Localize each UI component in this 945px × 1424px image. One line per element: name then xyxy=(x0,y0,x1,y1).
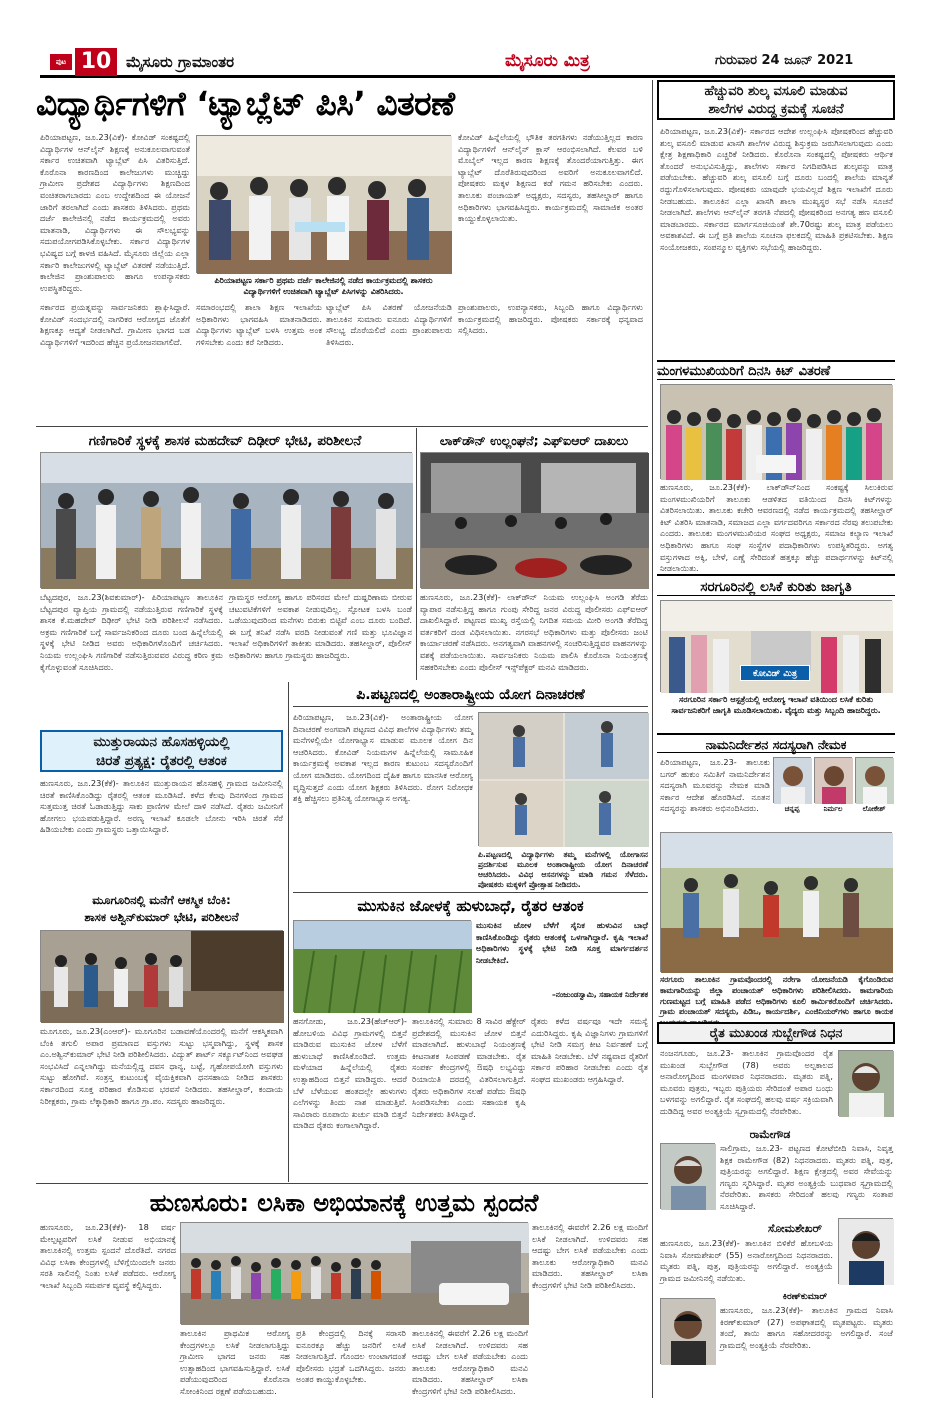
fee-headline-line1: ಹೆಚ್ಚುವರಿ ಶುಲ್ಕ ವಸೂಲಿ ಮಾಡುವ xyxy=(704,84,848,99)
pest-col1: ಹನಗೋಡು, ಜೂ.23(ಹೆಚ್‌ಆರ್)- ಹೋಬಳಿಯ ವಿವಿಧ ಗ್ರಾಮಗಳಲ್ಲಿ ಬಿತ್ತನೆ ಮಾಡಿರುವ ಮುಸುಕಿನ ಜೋಳ ಬೆಳೆಗೆ ಹುಳುಬಾಧೆ ಕಾಣಿಸಿಕೊಂಡಿದೆ. ಉತ್ತಮ ಮಳೆಯಾದ ಹಿನ್ನೆಲೆಯಲ್ಲಿ ರೈತರು ಉತ್ಸಾಹದಿಂದ ಬಿತ್ತನೆ ಮಾಡಿದ್ದರು. ಆದರೆ ಬೆಳೆ ಬೆಳೆಯುವ ಹಂತದಲ್ಲೇ ಹುಳುಗಳು ಎಲೆಗಳನ್ನು ತಿಂದು ನಾಶ ಮಾಡುತ್ತಿವೆ. ಸಾವಿರಾರು ರೂಪಾಯಿ ಖರ್ಚು ಮಾಡಿ ಬಿತ್ತನೆ ಮಾಡಿದ ರೈತರು ಕಂಗಾಲಾಗಿದ್ದಾರೆ. xyxy=(293,1016,407,1131)
lead-photo-caption: ಪಿರಿಯಾಪಟ್ಟಣ ಸರ್ಕಾರಿ ಪ್ರಥಮ ದರ್ಜೆ ಕಾಲೇಜಿನಲ್ಲಿ ನಡೆದ ಕಾರ್ಯಕ್ರಮದಲ್ಲಿ ಶಾಸಕರು ವಿದ್ಯಾರ್ಥಿಗಳಿಗೆ ಉಚಿತವಾಗಿ ಟ್ಯಾಬ್ಲೆಟ್ ಪಿಸಿಗಳನ್ನು ವಿತರಿಸಿದರು. xyxy=(214,276,433,296)
fee-headline xyxy=(657,80,895,120)
lead-photo xyxy=(196,135,451,273)
pest-col2: ತಾಲೂಕಿನಲ್ಲಿ ಸುಮಾರು 8 ಸಾವಿರ ಹೆಕ್ಟೇರ್ ಪ್ರದೇಶದಲ್ಲಿ ಮುಸುಕಿನ ಜೋಳ ಬಿತ್ತನೆ ಮಾಡಲಾಗಿದೆ. ಹುಳುಬಾಧೆ ನಿಯಂತ್ರಣಕ್ಕೆ ಕೀಟನಾಶಕ ಸಿಂಪಡಣೆ ಮಾಡಬೇಕು. ರೈತ ಸಂಪರ್ಕ ಕೇಂದ್ರಗಳಲ್ಲಿ ಔಷಧಿ ಲಭ್ಯವಿದ್ದು ರಿಯಾಯಿತಿ ದರದಲ್ಲಿ ವಿತರಿಸಲಾಗುತ್ತಿದೆ. ರೈತರು ಅಧಿಕಾರಿಗಳ ಸಲಹೆ ಪಡೆದು ಔಷಧಿ ಸಿಂಪಡಿಸಬೇಕು ಎಂದು ಸಹಾಯಕ ಕೃಷಿ ನಿರ್ದೇಶಕರು ತಿಳಿಸಿದ್ದಾರೆ. xyxy=(412,1016,526,1119)
fir-body: ಹುಣಸೂರು, ಜೂ.23(ಕೆಕೆ)- ಲಾಕ್‌ಡೌನ್ ನಿಯಮ ಉಲ್ಲಂಘಿಸಿ ಅಂಗಡಿ ತೆರೆದು ವ್ಯಾಪಾರ ನಡೆಸುತ್ತಿದ್ದ ಹಾಗೂ ಗುಂಪು ಸೇರಿದ್ದ ಜನರ ವಿರುದ್ಧ ಪೊಲೀಸರು ಎಫ್‌ಐಆರ್ ದಾಖಲಿಸಿದ್ದಾರೆ. ಪಟ್ಟಣದ ಮುಖ್ಯ ರಸ್ತೆಯಲ್ಲಿ ನಿಗದಿತ ಸಮಯ ಮೀರಿ ಅಂಗಡಿ ತೆರೆದಿದ್ದ ವರ್ತಕರಿಗೆ ದಂಡ ವಿಧಿಸಲಾಯಿತು. ನಗರಸಭೆ ಅಧಿಕಾರಿಗಳು ಮತ್ತು ಪೊಲೀಸರು ಜಂಟಿ ಕಾರ್ಯಾಚರಣೆ ನಡೆಸಿದರು. ಅನಗತ್ಯವಾಗಿ ವಾಹನಗಳಲ್ಲಿ ಸಂಚರಿಸುತ್ತಿದ್ದವರ ವಾಹನಗಳನ್ನು ವಶಕ್ಕೆ ಪಡೆಯಲಾಯಿತು. ಸಾರ್ವಜನಿಕರು ನಿಯಮ ಪಾಲಿಸಿ ಕೊರೊನಾ ನಿಯಂತ್ರಣಕ್ಕೆ ಸಹಕರಿಸಬೇಕು ಎಂದು ಪೊಲೀಸ್ ಇನ್ಸ್‌ಪೆಕ್ಟರ್ ಮನವಿ ಮಾಡಿದರು. xyxy=(420,592,648,672)
fee-body: ಪಿರಿಯಾಪಟ್ಟಣ, ಜೂ.23(ವಿಕೆ)- ಸರ್ಕಾರದ ಆದೇಶ ಉಲ್ಲಂಘಿಸಿ ಪೋಷಕರಿಂದ ಹೆಚ್ಚುವರಿ ಶುಲ್ಕ ವಸೂಲಿ ಮಾಡುವ ಖಾಸಗಿ ಶಾಲೆಗಳ ವಿರುದ್ಧ ಶಿಸ್ತುಕ್ರಮ ಜರುಗಿಸಲಾಗುವುದು ಎಂದು ಕ್ಷೇತ್ರ ಶಿಕ್ಷಣಾಧಿಕಾರಿ ಎಚ್ಚರಿಕೆ ನೀಡಿದರು. ಕೊರೊನಾ ಸಂಕಷ್ಟದಲ್ಲಿ ಪೋಷಕರು ಆರ್ಥಿಕ ತೊಂದರೆ ಅನುಭವಿಸುತ್ತಿದ್ದು, ಶಾಲೆಗಳು ಸರ್ಕಾರ ನಿಗದಿಪಡಿಸಿದ ಶುಲ್ಕವನ್ನು ಮಾತ್ರ ಪಡೆಯಬೇಕು. ಹೆಚ್ಚುವರಿ ಶುಲ್ಕ ವಸೂಲಿ ಬಗ್ಗೆ ದೂರು ಬಂದಲ್ಲಿ ಶಾಲೆಯ ಮಾನ್ಯತೆ ರದ್ದುಗೊಳಿಸಲಾಗುವುದು. ಪೋಷಕರು ಯಾವುದೇ ಭಯವಿಲ್ಲದೆ ಶಿಕ್ಷಣ ಇಲಾಖೆಗೆ ದೂರು ನೀಡಬಹುದು. ತಾಲೂಕಿನ ಎಲ್ಲಾ ಖಾಸಗಿ ಶಾಲಾ ಮುಖ್ಯಸ್ಥರ ಸಭೆ ನಡೆಸಿ ಸೂಚನೆ ನೀಡಲಾಗಿದೆ. ಶಾಲೆಗಳು ಆನ್‌ಲೈನ್ ತರಗತಿ ನೆಪದಲ್ಲಿ ಪೋಷಕರಿಂದ ಅನಗತ್ಯ ಹಣ ವಸೂಲಿ ಮಾಡಬಾರದು. ಸರ್ಕಾರದ ಮಾರ್ಗಸೂಚಿಯಂತೆ ಶೇ.70ರಷ್ಟು ಶುಲ್ಕ ಮಾತ್ರ ಪಡೆಯಲು ಅವಕಾಶವಿದೆ. ಈ ಬಗ್ಗೆ ಪ್ರತಿ ಶಾಲೆಯ ಸೂಚನಾ ಫಲಕದಲ್ಲಿ ಮಾಹಿತಿ ಪ್ರಕಟಿಸಬೇಕು. ಶಿಕ್ಷಣ ಸಂಯೋಜಕರು, ಸಂಪನ್ಮೂಲ ವ್ಯಕ್ತಿಗಳು ಸಭೆಯಲ್ಲಿ ಹಾಜರಿದ್ದರು. xyxy=(660,126,893,252)
obit-body: ನಂಜನಗೂಡು, ಜೂ.23- ತಾಲೂಕಿನ ಗ್ರಾಮವೊಂದರ ರೈತ ಮುಖಂಡ ಸುಬ್ಬೇಗೌಡ (78) ಅವರು ಅಲ್ಪಕಾಲದ ಅನಾರೋಗ್ಯದಿಂದ ಮಂಗಳವಾರ ನಿಧನರಾದರು. ಮೃತರು ಪತ್ನಿ, ಮೂವರು ಪುತ್ರರು, ಇಬ್ಬರು ಪುತ್ರಿಯರು ಸೇರಿದಂತೆ ಅಪಾರ ಬಂಧು ಬಳಗವನ್ನು ಅಗಲಿದ್ದಾರೆ. ರೈತ ಸಂಘದಲ್ಲಿ ಹಲವು ವರ್ಷ ಸಕ್ರಿಯವಾಗಿ ದುಡಿದಿದ್ದ ಅವರ ಅಂತ್ಯಕ್ರಿಯೆ ಸ್ವಗ್ರಾಮದಲ್ಲಿ ನೆರವೇರಿತು. xyxy=(660,1048,833,1116)
lead-col1: ಪಿರಿಯಾಪಟ್ಟಣ, ಜೂ.23(ವಿಕೆ)- ಕೋವಿಡ್ ಸಂಕಷ್ಟದಲ್ಲಿ ವಿದ್ಯಾರ್ಥಿಗಳ ಆನ್‌ಲೈನ್ ಶಿಕ್ಷಣಕ್ಕೆ ಅನುಕೂಲವಾಗುವಂತೆ ಸರ್ಕಾರ ಉಚಿತವಾಗಿ ಟ್ಯಾಬ್ಲೆಟ್ ಪಿಸಿ ವಿತರಿಸುತ್ತಿದೆ. ಕೊರೊನಾ ಕಾರಣದಿಂದ ಕಾಲೇಜುಗಳು ಮುಚ್ಚಿದ್ದು ಗ್ರಾಮೀಣ ಪ್ರದೇಶದ ವಿದ್ಯಾರ್ಥಿಗಳು ಶಿಕ್ಷಣದಿಂದ ವಂಚಿತರಾಗಬಾರದು ಎಂಬ ಉದ್ದೇಶದಿಂದ ಈ ಯೋಜನೆ ಜಾರಿಗೆ ತರಲಾಗಿದೆ ಎಂದು ಶಾಸಕರು ತಿಳಿಸಿದರು. ಪ್ರಥಮ ದರ್ಜೆ ಕಾಲೇಜಿನಲ್ಲಿ ನಡೆದ ಕಾರ್ಯಕ್ರಮದಲ್ಲಿ ಅವರು ಮಾತನಾಡಿ, ವಿದ್ಯಾರ್ಥಿಗಳು ಈ ಸೌಲಭ್ಯವನ್ನು ಸದುಪಯೋಗಪಡಿಸಿಕೊಳ್ಳಬೇಕು. ಸರ್ಕಾರ ವಿದ್ಯಾರ್ಥಿಗಳ ಭವಿಷ್ಯದ ಬಗ್ಗೆ ಕಾಳಜಿ ವಹಿಸಿದೆ. ಮೈಸೂರು ಜಿಲ್ಲೆಯ ಎಲ್ಲಾ ಸರ್ಕಾರಿ ಕಾಲೇಜುಗಳಲ್ಲಿ ಟ್ಯಾಬ್ಲೆಟ್ ವಿತರಣೆ ನಡೆಯುತ್ತಿದೆ. ಕಾಲೇಜಿನ ಪ್ರಾಂಶುಪಾಲರು ಹಾಗೂ ಉಪನ್ಯಾಸಕರು ಉಪಸ್ಥಿತರಿದ್ದರು. xyxy=(40,132,190,293)
lead-col2: ಕೋವಿಡ್ ಹಿನ್ನೆಲೆಯಲ್ಲಿ ಭೌತಿಕ ತರಗತಿಗಳು ನಡೆಯುತ್ತಿಲ್ಲದ ಕಾರಣ ವಿದ್ಯಾರ್ಥಿಗಳಿಗೆ ಆನ್‌ಲೈನ್ ಕ್ಲಾಸ್ ಆರಂಭಿಸಲಾಗಿದೆ. ಕೆಲವರ ಬಳಿ ಮೊಬೈಲ್ ಇಲ್ಲದ ಕಾರಣ ಶಿಕ್ಷಣಕ್ಕೆ ತೊಂದರೆಯಾಗುತ್ತಿತ್ತು. ಈಗ ಟ್ಯಾಬ್ಲೆಟ್ ದೊರೆತಿರುವುದರಿಂದ ಅವರಿಗೆ ಅನುಕೂಲವಾಗಲಿದೆ. ಪೋಷಕರು ಮಕ್ಕಳ ಶಿಕ್ಷಣದ ಕಡೆ ಗಮನ ಹರಿಸಬೇಕು ಎಂದರು. ತಾಲೂಕು ಪಂಚಾಯತ್ ಅಧ್ಯಕ್ಷರು, ಸದಸ್ಯರು, ತಹಸೀಲ್ದಾರ್ ಹಾಗೂ ಅಧಿಕಾರಿಗಳು ಭಾಗವಹಿಸಿದ್ದರು. ಕಾರ್ಯಕ್ರಮದಲ್ಲಿ ಸಾಮಾಜಿಕ ಅಂತರ ಕಾಯ್ದುಕೊಳ್ಳಲಾಯಿತು. xyxy=(458,132,643,224)
threat-headline xyxy=(40,730,283,772)
issue-date: ಗುರುವಾರ 24 ಜೂನ್ 2021 xyxy=(715,53,854,68)
lead-lower-col2: ಸಮಾರಂಭದಲ್ಲಿ ಶಾಲಾ ಶಿಕ್ಷಣ ಇಲಾಖೆಯ ಅಧಿಕಾರಿಗಳು ಭಾಗವಹಿಸಿ ಮಾತನಾಡಿದರು. ವಿದ್ಯಾರ್ಥಿಗಳು ಟ್ಯಾಬ್ಲೆಟ್ ಬಳಸಿ ಉತ್ತಮ ಅಂಕ ಗಳಿಸಬೇಕು ಎಂದು ಕರೆ ನೀಡಿದರು. xyxy=(196,302,322,347)
obit-body-4: ಹುಣಸೂರು, ಜೂ.23(ಕೆಕೆ)- ತಾಲೂಕಿನ ಗ್ರಾಮದ ನಿವಾಸಿ ಕಿರಣ್‌ಕುಮಾರ್ (27) ಅಪಘಾತದಲ್ಲಿ ಮೃತಪಟ್ಟರು. ಮೃತರು ತಂದೆ, ತಾಯಿ ಹಾಗೂ ಸಹೋದರರನ್ನು ಅಗಲಿದ್ದಾರೆ. ಸಂಜೆ ಗ್ರಾಮದಲ್ಲಿ ಅಂತ್ಯಕ್ರಿಯೆ ನೆರವೇರಿತು. xyxy=(720,1305,893,1350)
obit-name-2: ರಾಮೇಗೌಡ xyxy=(749,1128,791,1141)
fire-divider xyxy=(288,682,289,1182)
section-rule-1 xyxy=(36,426,648,427)
kit-headline: ಮಂಗಳಮುಖಿಯರಿಗೆ ದಿನಸಿ ಕಿಟ್ ವಿತರಣೆ xyxy=(657,360,895,380)
fir-headline: ಲಾಕ್‌ಡೌನ್ ಉಲ್ಲಂಘನೆ; ಎಫ್‌ಐಆರ್ ದಾಖಲು xyxy=(439,433,629,448)
pest-headline: ಮುಸುಕಿನ ಜೋಳಕ್ಕೆ ಹುಳುಬಾಧೆ, ರೈತರ ಆತಂಕ xyxy=(293,892,648,918)
vaccine-col5: ತಾಲೂಕಿನಲ್ಲಿ ಈವರೆಗೆ 2.26 ಲಕ್ಷ ಮಂದಿಗೆ ಲಸಿಕೆ ನೀಡಲಾಗಿದೆ. ಉಳಿದವರು ಸಹ ಆದಷ್ಟು ಬೇಗ ಲಸಿಕೆ ಪಡೆಯಬೇಕು ಎಂದು ತಾಲೂಕು ಆರೋಗ್ಯಾಧಿಕಾರಿ ಮನವಿ ಮಾಡಿದರು. ತಹಸೀಲ್ದಾರ್ ಲಸಿಕಾ ಕೇಂದ್ರಗಳಿಗೆ ಭೇಟಿ ನೀಡಿ ಪರಿಶೀಲಿಸಿದರು. xyxy=(532,1222,648,1290)
pest-intro: ಮುಸುಕಿನ ಜೋಳ ಬೆಳೆಗೆ ಸೈನಿಕ ಹುಳುವಿನ ಬಾಧೆ ಕಾಣಿಸಿಕೊಂಡಿದ್ದು ರೈತರು ಆತಂಕಕ್ಕೆ ಒಳಗಾಗಿದ್ದಾರೆ. ಕೃಷಿ ಇಲಾಖೆ ಅಧಿಕಾರಿಗಳು ಸ್ಥಳಕ್ಕೆ ಭೇಟಿ ನೀಡಿ ಸೂಕ್ತ ಮಾರ್ಗದರ್ಶನ ನೀಡಬೇಕಿದೆ. xyxy=(476,920,648,965)
fire-headline-line2: ಶಾಸಕ ಅಶ್ವಿನ್‌ಕುಮಾರ್ ಭೇಟಿ, ಪರಿಶೀಲನೆ xyxy=(84,910,239,924)
fire-headline xyxy=(40,892,283,928)
obit-photo-4 xyxy=(660,1298,715,1364)
kit-photo xyxy=(660,384,892,479)
nominee-photo-3 xyxy=(855,757,893,803)
obit-body-3: ಹುಣಸೂರು, ಜೂ.23(ಕೆಕೆ)- ತಾಲೂಕಿನ ಬಿಳಿಕೆರೆ ಹೋಬಳಿಯ ನಿವಾಸಿ ಸೋಮಶೇಖರ್ (55) ಅನಾರೋಗ್ಯದಿಂದ ನಿಧನರಾದರು. ಮೃತರು ಪತ್ನಿ, ಪುತ್ರ, ಪುತ್ರಿಯರನ್ನು ಅಗಲಿದ್ದಾರೆ. ಅಂತ್ಯಕ್ರಿಯೆ ಗ್ರಾಮದ ಜಮೀನಿನಲ್ಲಿ ನಡೆಯಿತು. xyxy=(660,1238,833,1283)
mla-visit-headline: ಗಣಿಗಾರಿಕೆ ಸ್ಥಳಕ್ಕೆ ಶಾಸಕ ಮಹದೇವ್ ದಿಢೀರ್ ಭೇಟಿ, ಪರಿಶೀಲನೆ xyxy=(88,433,362,449)
covid-mitra-banner: ಕೋವಿಡ್ ಮಿತ್ರ xyxy=(740,665,810,681)
nominee-photo-2 xyxy=(814,757,852,803)
lead-lower-col1: ಸರ್ಕಾರದ ಪ್ರಯತ್ನವನ್ನು ಸಾರ್ವಜನಿಕರು ಶ್ಲಾಘಿಸಿದ್ದಾರೆ. ಕೋವಿಡ್ ಸಂದರ್ಭದಲ್ಲಿ ನಾಗರಿಕರ ಆರೋಗ್ಯದ ಜೊತೆಗೆ ಶಿಕ್ಷಣಕ್ಕೂ ಆದ್ಯತೆ ನೀಡಲಾಗಿದೆ. ಗ್ರಾಮೀಣ ಭಾಗದ ಬಡ ವಿದ್ಯಾರ್ಥಿಗಳಿಗೆ ಇದರಿಂದ ಹೆಚ್ಚಿನ ಪ್ರಯೋಜನವಾಗಲಿದೆ. xyxy=(40,302,190,347)
mla-visit-col2: ಗ್ರಾಮಸ್ಥರ ಆರೋಗ್ಯ ಹಾಗೂ ಪರಿಸರದ ಮೇಲೆ ದುಷ್ಪರಿಣಾಮ ಬೀರುವ ಚಟುವಟಿಕೆಗಳಿಗೆ ಅವಕಾಶ ನೀಡುವುದಿಲ್ಲ. ಸ್ಫೋಟಕ ಬಳಸಿ ಬಂಡೆ ಒಡೆಯುವುದರಿಂದ ಮನೆಗಳು ಬಿರುಕು ಬಿಟ್ಟಿವೆ ಎಂಬ ದೂರು ಬಂದಿದೆ. ಈ ಬಗ್ಗೆ ತನಿಖೆ ನಡೆಸಿ ವರದಿ ನೀಡುವಂತೆ ಗಣಿ ಮತ್ತು ಭೂವಿಜ್ಞಾನ ಇಲಾಖೆ ಅಧಿಕಾರಿಗಳಿಗೆ ತಾಕೀತು ಮಾಡಿದರು. ತಹಸೀಲ್ದಾರ್, ಪೊಲೀಸ್ ಅಧಿಕಾರಿಗಳು ಹಾಗೂ ಗ್ರಾಮಸ್ಥರು ಹಾಜರಿದ್ದರು. xyxy=(229,592,412,660)
obit-body-2: ಸಾಲಿಗ್ರಾಮ, ಜೂ.23- ಪಟ್ಟಣದ ಕೋಟೆಬೀದಿ ನಿವಾಸಿ, ನಿವೃತ್ತ ಶಿಕ್ಷಕ ರಾಮೇಗೌಡ (82) ನಿಧನರಾದರು. ಮೃತರು ಪತ್ನಿ, ಪುತ್ರ, ಪುತ್ರಿಯರನ್ನು ಅಗಲಿದ್ದಾರೆ. ಶಿಕ್ಷಣ ಕ್ಷೇತ್ರದಲ್ಲಿ ಅವರ ಸೇವೆಯನ್ನು ಗಣ್ಯರು ಸ್ಮರಿಸಿದ್ದಾರೆ. ಮೃತರ ಅಂತ್ಯಕ್ರಿಯೆ ಬುಧವಾರ ಸ್ವಗ್ರಾಮದಲ್ಲಿ ನೆರವೇರಿತು. ಶಾಸಕರು ಸೇರಿದಂತೆ ಹಲವು ಗಣ್ಯರು ಸಂತಾಪ ಸೂಚಿಸಿದ್ದಾರೆ. xyxy=(720,1143,893,1211)
yoga-col1: ಪಿರಿಯಾಪಟ್ಟಣ, ಜೂ.23(ವಿಕೆ)- ಅಂತಾರಾಷ್ಟ್ರೀಯ ಯೋಗ ದಿನಾಚರಣೆ ಅಂಗವಾಗಿ ಪಟ್ಟಣದ ವಿವಿಧ ಶಾಲೆಗಳ ವಿದ್ಯಾರ್ಥಿಗಳು ತಮ್ಮ ಮನೆಗಳಲ್ಲಿಯೇ ಯೋಗಾಭ್ಯಾಸ ಮಾಡುವ ಮೂಲಕ ಯೋಗ ದಿನ ಆಚರಿಸಿದರು. ಕೋವಿಡ್ ನಿಯಮಗಳ ಹಿನ್ನೆಲೆಯಲ್ಲಿ ಸಾಮೂಹಿಕ ಕಾರ್ಯಕ್ರಮಕ್ಕೆ ಅವಕಾಶ ಇಲ್ಲದ ಕಾರಣ ಕುಟುಂಬ ಸದಸ್ಯರೊಂದಿಗೆ ಯೋಗ ಮಾಡಿದರು. ಯೋಗದಿಂದ ದೈಹಿಕ ಹಾಗೂ ಮಾನಸಿಕ ಆರೋಗ್ಯ ವೃದ್ಧಿಸುತ್ತದೆ ಎಂದು ಯೋಗ ಶಿಕ್ಷಕರು ತಿಳಿಸಿದರು. ರೋಗ ನಿರೋಧಕ ಶಕ್ತಿ ಹೆಚ್ಚಿಸಲು ಪ್ರತಿನಿತ್ಯ ಯೋಗಾಭ್ಯಾಸ ಅಗತ್ಯ. xyxy=(293,712,473,804)
vaccine-col3: ಪ್ರತಿ ಕೇಂದ್ರದಲ್ಲಿ ದಿನಕ್ಕೆ ಸರಾಸರಿ ಐನೂರಕ್ಕೂ ಹೆಚ್ಚು ಜನರಿಗೆ ಲಸಿಕೆ ನೀಡಲಾಗುತ್ತಿದೆ. ಗೊಂದಲ ಉಂಟಾಗದಂತೆ ಪೊಲೀಸರು ಭದ್ರತೆ ಒದಗಿಸಿದ್ದರು. ಜನರು ಅಂತರ ಕಾಯ್ದುಕೊಳ್ಳಬೇಕು. xyxy=(296,1328,406,1385)
yoga-caption: ಪಿ.ಪಟ್ಟಣದಲ್ಲಿ ವಿದ್ಯಾರ್ಥಿಗಳು ತಮ್ಮ ಮನೆಗಳಲ್ಲಿ ಯೋಗಾಸನ ಪ್ರದರ್ಶಿಸುವ ಮೂಲಕ ಅಂತಾರಾಷ್ಟ್ರೀಯ ಯೋಗ ದಿನಾಚರಣೆ ಆಚರಿಸಿದರು. ವಿವಿಧ ಆಸನಗಳನ್ನು ಮಾಡಿ ಗಮನ ಸೆಳೆದರು. ಪೋಷಕರು ಮಕ್ಕಳಿಗೆ ಪ್ರೋತ್ಸಾಹ ನೀಡಿದರು. xyxy=(478,850,648,889)
lead-lower-col4: ಪ್ರಾಂಶುಪಾಲರು, ಉಪನ್ಯಾಸಕರು, ಸಿಬ್ಬಂದಿ ಹಾಗೂ ವಿದ್ಯಾರ್ಥಿಗಳು ಕಾರ್ಯಕ್ರಮದಲ್ಲಿ ಹಾಜರಿದ್ದರು. ಪೋಷಕರು ಸರ್ಕಾರಕ್ಕೆ ಧನ್ಯವಾದ ಸಲ್ಲಿಸಿದರು. xyxy=(458,302,643,336)
column-divider xyxy=(652,80,653,1398)
page-number: 10 xyxy=(75,48,117,76)
obit-photo-2 xyxy=(660,1143,715,1209)
masthead xyxy=(40,48,895,78)
obit-name-4: ಕಿರಣ್‌ಕುಮಾರ್ xyxy=(782,1292,828,1302)
obit-photo-3 xyxy=(838,1218,893,1284)
yoga-photo xyxy=(478,712,648,846)
nominee-name-1: ಚನ್ನಪ್ಪ xyxy=(784,805,800,813)
threat-headline-line1: ಮುತ್ತುರಾಯನ ಹೊಸಹಳ್ಳಿಯಲ್ಲಿ xyxy=(93,734,230,750)
pest-col3: ರೈತರು ಕಳೆದ ವರ್ಷವೂ ಇದೇ ಸಮಸ್ಯೆ ಎದುರಿಸಿದ್ದರು. ಕೃಷಿ ವಿಜ್ಞಾನಿಗಳು ಗ್ರಾಮಗಳಿಗೆ ಭೇಟಿ ನೀಡಿ ಸಮಗ್ರ ಕೀಟ ನಿರ್ವಹಣೆ ಬಗ್ಗೆ ಮಾಹಿತಿ ನೀಡಬೇಕು. ಬೆಳೆ ನಷ್ಟವಾದ ರೈತರಿಗೆ ಸರ್ಕಾರ ಪರಿಹಾರ ನೀಡಬೇಕು ಎಂದು ರೈತ ಸಂಘದ ಮುಖಂಡರು ಆಗ್ರಹಿಸಿದ್ದಾರೆ. xyxy=(531,1016,648,1084)
nominee-body: ಪಿರಿಯಾಪಟ್ಟಣ, ಜೂ.23- ತಾಲೂಕು ಬಗರ್ ಹುಕುಂ ಸಮಿತಿಗೆ ನಾಮನಿರ್ದೇಶನ ಸದಸ್ಯರಾಗಿ ಮೂವರನ್ನು ನೇಮಕ ಮಾಡಿ ಸರ್ಕಾರ ಆದೇಶ ಹೊರಡಿಸಿದೆ. ನೂತನ ಸದಸ್ಯರನ್ನು ಶಾಸಕರು ಅಭಿನಂದಿಸಿದರು. xyxy=(660,757,770,814)
awareness-headline: ಸರಗೂರಿನಲ್ಲಿ ಲಸಿಕೆ ಕುರಿತು ಜಾಗೃತಿ xyxy=(657,574,895,596)
vaccine-photo xyxy=(180,1222,528,1324)
kit-body: ಹುಣಸೂರು, ಜೂ.23(ಕೆಕೆ)- ಲಾಕ್‌ಡೌನ್‌ನಿಂದ ಸಂಕಷ್ಟಕ್ಕೆ ಸಿಲುಕಿರುವ ಮಂಗಳಮುಖಿಯರಿಗೆ ತಾಲೂಕು ಆಡಳಿತದ ವತಿಯಿಂದ ದಿನಸಿ ಕಿಟ್‌ಗಳನ್ನು ವಿತರಿಸಲಾಯಿತು. ತಾಲೂಕು ಕಚೇರಿ ಆವರಣದಲ್ಲಿ ನಡೆದ ಕಾರ್ಯಕ್ರಮದಲ್ಲಿ ತಹಸೀಲ್ದಾರ್ ಕಿಟ್ ವಿತರಿಸಿ ಮಾತನಾಡಿ, ಸಮಾಜದ ಎಲ್ಲಾ ವರ್ಗದವರಿಗೂ ಸರ್ಕಾರದ ನೆರವು ತಲುಪಬೇಕು ಎಂದರು. ತಾಲೂಕು ಮಂಗಳಮುಖಿಯರ ಸಂಘದ ಅಧ್ಯಕ್ಷರು, ಸಮಾಜ ಕಲ್ಯಾಣ ಇಲಾಖೆ ಅಧಿಕಾರಿಗಳು ಹಾಗೂ ಸಂಘ ಸಂಸ್ಥೆಗಳ ಪದಾಧಿಕಾರಿಗಳು ಉಪಸ್ಥಿತರಿದ್ದರು. ಅಗತ್ಯ ವಸ್ತುಗಳಾದ ಅಕ್ಕಿ, ಬೇಳೆ, ಎಣ್ಣೆ ಸೇರಿದಂತೆ ಹತ್ತಕ್ಕೂ ಹೆಚ್ಚು ಪದಾರ್ಥಗಳನ್ನು ಕಿಟ್‌ನಲ್ಲಿ ನೀಡಲಾಯಿತು. xyxy=(660,482,893,574)
obit-name-3: ಸೋಮಶೇಖರ್ xyxy=(768,1222,822,1235)
yoga-headline: ಪಿ.ಪಟ್ಟಣದಲ್ಲಿ ಅಂತಾರಾಷ್ಟ್ರೀಯ ಯೋಗ ದಿನಾಚರಣೆ xyxy=(293,683,648,707)
nrega-caption: ಸರಗೂರು ತಾಲೂಕಿನ ಗ್ರಾಮವೊಂದರಲ್ಲಿ ನರೇಗಾ ಯೋಜನೆಯಡಿ ಕೈಗೊಂಡಿರುವ ಕಾಮಗಾರಿಯನ್ನು ಜಿಲ್ಲಾ ಪಂಚಾಯತ್ ಅಧಿಕಾರಿಗಳು ಪರಿಶೀಲಿಸಿದರು. ಕಾಮಗಾರಿಯ ಗುಣಮಟ್ಟದ ಬಗ್ಗೆ ಮಾಹಿತಿ ಪಡೆದ ಅಧಿಕಾರಿಗಳು ಕೂಲಿ ಕಾರ್ಮಿಕರೊಂದಿಗೆ ಚರ್ಚಿಸಿದರು. ಗ್ರಾಮ ಪಂಚಾಯತ್ ಸದಸ್ಯರು, ಪಿಡಿಒ, ಕಾರ್ಯದರ್ಶಿ, ಎಂಜಿನಿಯರ್‌ಗಳು ಹಾಗೂ ಕಾಯಕ xyxy=(660,975,893,1017)
lead-headline: ವಿದ್ಯಾರ್ಥಿಗಳಿಗೆ ‘ಟ್ಯಾಬ್ಲೆಟ್ ಪಿಸಿ’ ವಿತರಣೆ xyxy=(36,84,455,123)
vaccine-headline: ಹುಣಸೂರು: ಲಸಿಕಾ ಅಭಿಯಾನಕ್ಕೆ ಉತ್ತಮ ಸ್ಪಂದನೆ xyxy=(149,1189,539,1217)
nominee-name-3: ಲೋಕೇಶ್ xyxy=(862,805,886,813)
pest-photo xyxy=(293,920,471,1012)
mla-visit-col1: ಬೆಟ್ಟದಪುರ, ಜೂ.23(ಶಿವಕುಮಾರ್)- ಪಿರಿಯಾಪಟ್ಟಣ ತಾಲೂಕಿನ ಬೆಟ್ಟದಪುರ ವ್ಯಾಪ್ತಿಯ ಗ್ರಾಮದಲ್ಲಿ ನಡೆಯುತ್ತಿರುವ ಗಣಿಗಾರಿಕೆ ಸ್ಥಳಕ್ಕೆ ಶಾಸಕ ಕೆ.ಮಹದೇವ್ ದಿಢೀರ್ ಭೇಟಿ ನೀಡಿ ಪರಿಶೀಲನೆ ನಡೆಸಿದರು. ಅಕ್ರಮ ಗಣಿಗಾರಿಕೆ ಬಗ್ಗೆ ಸಾರ್ವಜನಿಕರಿಂದ ದೂರು ಬಂದ ಹಿನ್ನೆಲೆಯಲ್ಲಿ ಸ್ಥಳಕ್ಕೆ ಭೇಟಿ ನೀಡಿದ ಅವರು ಅಧಿಕಾರಿಗಳೊಂದಿಗೆ ಚರ್ಚಿಸಿದರು. ನಿಯಮ ಉಲ್ಲಂಘಿಸಿ ಗಣಿಗಾರಿಕೆ ನಡೆಸುತ್ತಿರುವವರ ವಿರುದ್ಧ ಕಠಿಣ ಕ್ರಮ ಕೈಗೊಳ್ಳುವಂತೆ ಸೂಚಿಸಿದರು. xyxy=(40,592,223,672)
threat-body: ಹುಣಸೂರು, ಜೂ.23(ಕೆಕೆ)- ತಾಲೂಕಿನ ಮುತ್ತುರಾಯನ ಹೊಸಹಳ್ಳಿ ಗ್ರಾಮದ ಜಮೀನಿನಲ್ಲಿ ಚಿರತೆ ಕಾಣಿಸಿಕೊಂಡಿದ್ದು ರೈತರಲ್ಲಿ ಆತಂಕ ಮೂಡಿಸಿದೆ. ಕಳೆದ ಕೆಲವು ದಿನಗಳಿಂದ ಗ್ರಾಮದ ಸುತ್ತಮುತ್ತ ಚಿರತೆ ಓಡಾಡುತ್ತಿದ್ದು ಸಾಕು ಪ್ರಾಣಿಗಳ ಮೇಲೆ ದಾಳಿ ನಡೆಸಿದೆ. ರೈತರು ಜಮೀನಿಗೆ ಹೋಗಲು ಭಯಪಡುತ್ತಿದ್ದಾರೆ. ಅರಣ್ಯ ಇಲಾಖೆ ಕೂಡಲೇ ಬೋನು ಇರಿಸಿ ಚಿರತೆ ಸೆರೆ ಹಿಡಿಯಬೇಕು ಎಂದು ಗ್ರಾಮಸ್ಥರು ಒತ್ತಾಯಿಸಿದ್ದಾರೆ. xyxy=(40,778,283,835)
obit-photo-1 xyxy=(838,1050,893,1116)
fire-headline-line1: ಮೂಗೂರಿನಲ್ಲಿ ಮನೆಗೆ ಆಕಸ್ಮಿಕ ಬೆಂಕಿ: xyxy=(92,893,231,907)
nominee-name-2: ನಿರ್ಮಲ xyxy=(823,805,843,813)
mla-visit-photo xyxy=(40,452,412,588)
awareness-caption: ಸರಗೂರಿನ ಸರ್ಕಾರಿ ಆಸ್ಪತ್ರೆಯಲ್ಲಿ ಆರೋಗ್ಯ ಇಲಾಖೆ ವತಿಯಿಂದ ಲಸಿಕೆ ಕುರಿತು ಸಾರ್ವಜನಿಕರಿಗೆ ಜಾಗೃತಿ ಮೂಡಿಸಲಾಯಿತು. ವೈದ್ಯರು ಮತ್ತು ಸಿಬ್ಬಂದಿ ಹಾಜರಿದ್ದರು. xyxy=(671,695,881,715)
section-name: ಮೈಸೂರು ಗ್ರಾಮಾಂತರ xyxy=(126,53,235,71)
page-label: ಪುಟ xyxy=(50,54,72,70)
vaccine-col4: ತಾಲೂಕಿನಲ್ಲಿ ಈವರೆಗೆ 2.26 ಲಕ್ಷ ಮಂದಿಗೆ ಲಸಿಕೆ ನೀಡಲಾಗಿದೆ. ಉಳಿದವರು ಸಹ ಆದಷ್ಟು ಬೇಗ ಲಸಿಕೆ ಪಡೆಯಬೇಕು ಎಂದು ತಾಲೂಕು ಆರೋಗ್ಯಾಧಿಕಾರಿ ಮನವಿ ಮಾಡಿದರು. ತಹಸೀಲ್ದಾರ್ ಲಸಿಕಾ ಕೇಂದ್ರಗಳಿಗೆ ಭೇಟಿ ನೀಡಿ ಪರಿಶೀಲಿಸಿದರು. xyxy=(412,1328,528,1396)
nrega-photo xyxy=(660,832,892,972)
nominee-headline: ನಾಮನಿರ್ದೇಶನ ಸದಸ್ಯರಾಗಿ ನೇಮಕ xyxy=(657,733,895,753)
paper-name: ಮೈಸೂರು ಮಿತ್ರ xyxy=(505,51,590,71)
vaccine-col1: ಹುಣಸೂರು, ಜೂ.23(ಕೆಕೆ)- 18 ವರ್ಷ ಮೇಲ್ಪಟ್ಟವರಿಗೆ ಲಸಿಕೆ ನೀಡುವ ಅಭಿಯಾನಕ್ಕೆ ತಾಲೂಕಿನಲ್ಲಿ ಉತ್ತಮ ಸ್ಪಂದನೆ ದೊರೆತಿದೆ. ನಗರದ ವಿವಿಧ ಲಸಿಕಾ ಕೇಂದ್ರಗಳಲ್ಲಿ ಬೆಳಿಗ್ಗೆಯಿಂದಲೇ ಜನರು ಸರತಿ ಸಾಲಿನಲ್ಲಿ ನಿಂತು ಲಸಿಕೆ ಪಡೆದರು. ಆರೋಗ್ಯ ಇಲಾಖೆ ಸಿಬ್ಬಂದಿ ಸಮರ್ಪಕ ವ್ಯವಸ್ಥೆ ಕಲ್ಪಿಸಿದ್ದರು. xyxy=(40,1222,176,1290)
pest-byline: –ನಂಜುಂಡಸ್ವಾಮಿ, ಸಹಾಯಕ ನಿರ್ದೇಶಕ xyxy=(551,990,648,999)
obit-headline: ರೈತ ಮುಖಂಡ ಸುಬ್ಬೇಗೌಡ ನಿಧನ xyxy=(657,1022,895,1044)
fire-photo xyxy=(40,930,283,1022)
mid-divider xyxy=(416,428,417,680)
lead-lower-col3: ಟ್ಯಾಬ್ಲೆಟ್ ಪಿಸಿ ವಿತರಣೆ ಯೋಜನೆಯಡಿ ತಾಲೂಕಿನ ಸುಮಾರು ಐನೂರು ವಿದ್ಯಾರ್ಥಿಗಳಿಗೆ ಸೌಲಭ್ಯ ದೊರೆಯಲಿದೆ ಎಂದು ಪ್ರಾಂಶುಪಾಲರು ತಿಳಿಸಿದರು. xyxy=(326,302,452,347)
threat-headline-line2: ಚಿರತೆ ಪ್ರತ್ಯಕ್ಷ: ರೈತರಲ್ಲಿ ಆತಂಕ xyxy=(96,753,227,769)
vaccine-col2: ತಾಲೂಕಿನ ಪ್ರಾಥಮಿಕ ಆರೋಗ್ಯ ಕೇಂದ್ರಗಳಲ್ಲೂ ಲಸಿಕೆ ನೀಡಲಾಗುತ್ತಿದ್ದು ಗ್ರಾಮೀಣ ಭಾಗದ ಜನರು ಸಹ ಉತ್ಸಾಹದಿಂದ ಭಾಗವಹಿಸುತ್ತಿದ್ದಾರೆ. ಲಸಿಕೆ ಪಡೆಯುವುದರಿಂದ ಕೊರೊನಾ ಸೋಂಕಿನಿಂದ ರಕ್ಷಣೆ ಪಡೆಯಬಹುದು. xyxy=(180,1328,290,1396)
nominee-photo-1 xyxy=(773,757,811,803)
fire-body: ಮೂಗೂರು, ಜೂ.23(ಎಂಆರ್)- ಮೂಗೂರಿನ ಬಡಾವಣೆಯೊಂದರಲ್ಲಿ ಮನೆಗೆ ಆಕಸ್ಮಿಕವಾಗಿ ಬೆಂಕಿ ತಗುಲಿ ಅಪಾರ ಪ್ರಮಾಣದ ವಸ್ತುಗಳು ಸುಟ್ಟು ಭಸ್ಮವಾಗಿದ್ದು, ಸ್ಥಳಕ್ಕೆ ಶಾಸಕ ಎಂ.ಅಶ್ವಿನ್‌ಕುಮಾರ್ ಭೇಟಿ ನೀಡಿ ಪರಿಶೀಲಿಸಿದರು. ವಿದ್ಯುತ್ ಶಾರ್ಟ್ ಸರ್ಕ್ಯೂಟ್‌ನಿಂದ ಅವಘಡ ಸಂಭವಿಸಿದೆ ಎನ್ನಲಾಗಿದ್ದು ಮನೆಯಲ್ಲಿದ್ದ ದವಸ ಧಾನ್ಯ, ಬಟ್ಟೆ, ಗೃಹೋಪಯೋಗಿ ವಸ್ತುಗಳು ಸುಟ್ಟು ಹೋಗಿವೆ. ಸಂತ್ರಸ್ತ ಕುಟುಂಬಕ್ಕೆ ವೈಯಕ್ತಿಕವಾಗಿ ಧನಸಹಾಯ ನೀಡಿದ ಶಾಸಕರು ಸರ್ಕಾರದಿಂದ ಸೂಕ್ತ ಪರಿಹಾರ ಕೊಡಿಸುವ ಭರವಸೆ ನೀಡಿದರು. ತಹಸೀಲ್ದಾರ್, ಕಂದಾಯ ನಿರೀಕ್ಷಕರು, ಗ್ರಾಮ ಲೆಕ್ಕಾಧಿಕಾರಿ ಹಾಗೂ ಗ್ರಾ.ಪಂ. ಸದಸ್ಯರು ಹಾಜರಿದ್ದರು. xyxy=(40,1026,283,1106)
fir-photo xyxy=(420,452,648,588)
fee-headline-line2: ಶಾಲೆಗಳ ವಿರುದ್ಧ ಕ್ರಮಕ್ಕೆ ಸೂಚನೆ xyxy=(708,102,844,117)
section-rule-2 xyxy=(36,1183,648,1184)
